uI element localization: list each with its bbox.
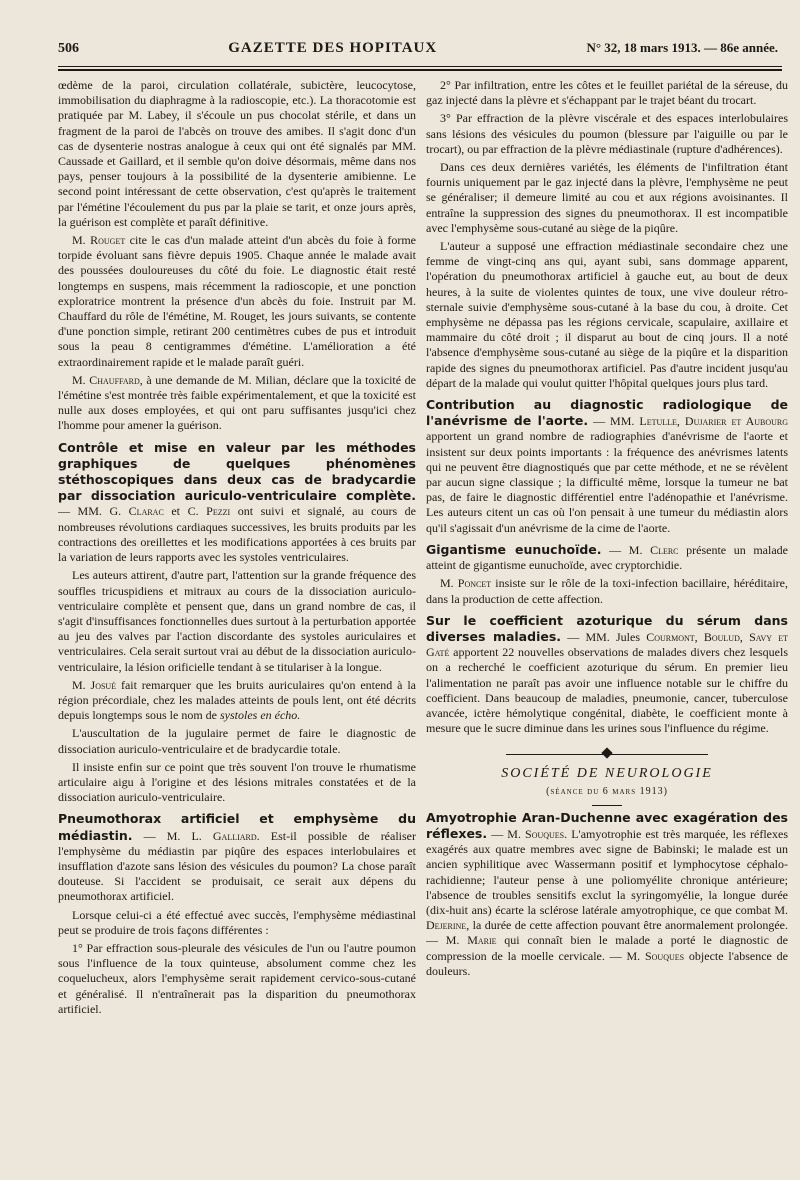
paragraph: Les auteurs attirent, d'autre part, l'attention sur la grande fréquence des souffles tricuspidiens et mitraux au cours de la dissociation auriculo-ventriculaire complète et pensent que, dans un grand nombre de cas, il s'agit d'insuffisances fonctionnelles dues surtout à la perturbation apportée au jeu des valves par l'action discordante des systoles auriculaires et ventriculaires. Cela serait surtout vrai au début de la dissociation auriculo-ventriculaire, la lésion orificielle tendant à se titulariser à la longue. (58, 568, 416, 674)
paragraph-text: qui connaît bien le malade a porté le diagnostic de compression de la moelle cervicale. — M. (426, 933, 788, 963)
header-rule (58, 66, 782, 67)
header-rule-thick (58, 69, 782, 71)
paragraph: L'auteur a supposé une effraction médiastinale secondaire chez une femme de vingt-cinq ans qui, ayant subi, sans dommage apparent, l'opération du pneumothorax artificiel à gauche eut, au bout de deux heures, à la suite de violentes quintes de toux, une vive douleur rétro-sternale suivie d'emphysème sous-cutané à la base du cou, à droite. Cet emphysème ne dépassa pas les régions cervicale, scapulaire, axillaire et mammaire du côté droit ; il disparut au bout de cinq jours. Il a noté l'absence d'emphysème sous-cutané au siège de la piqûre et la disparition rapide des signes du pneumothorax artificiel. Pas d'autre incident jusqu'au départ de la malade qui voulut quitter l'hôpital quelques jours plus tard. (426, 239, 788, 390)
author-name: Marie (467, 933, 497, 948)
paragraph: L'auscultation de la jugulaire permet de faire le diagnostic de dissociation auriculo-ventriculaire et de bradycardie totale. (58, 726, 416, 756)
author-name: M. Josué (72, 677, 117, 692)
italic-term: systoles en écho. (220, 708, 301, 723)
communication (426, 542, 788, 573)
paragraph: 3° Par effraction de la plèvre viscérale et des espaces interlobulaires sans lésions des vésicules du poumon (blessure par l'aiguille ou par le trocart), ou par effraction de la plèvre médiastinale (rupture d'adhérences). (426, 111, 788, 156)
communication (426, 810, 788, 979)
paragraph-text: , la durée de cette affection pouvant être anormalement prolongée. — M. (426, 918, 788, 948)
session-date: (séance du 6 mars 1913) (546, 785, 668, 797)
journal-title: GAZETTE DES HOPITAUX (228, 40, 438, 56)
authors-pre: — M. (487, 826, 526, 841)
author-name: Dejerine (426, 918, 467, 933)
paragraph-text: apportent 22 nouvelles observations de malades divers chez lesquels on a recherché le coefficient azoturique du sérum. En premier lieu l'alimentation ne paraît pas avoir une influence notable sur le chiffre du coefficient. Dans beaucoup de maladies, pneumonie, cancer, tuberculose avancée, ictère hémolytique congénital, diabète, le coefficient monte à mesure que le sucre diminue dans les urines sous l'influence du régime. (426, 645, 788, 736)
paragraph: Dans ces deux dernières variétés, les éléments de l'infiltration étant fournis uniquement par le gaz injecté dans la plèvre, l'emphysème ne peut se généraliser; il demeure limité au cou et aux régions avoisinantes. Il entraîne la suppression des signes du pneumothorax. Il est incompatible avec l'emphysème sous-cutané au siège de la piqûre. (426, 160, 788, 235)
page-header (58, 40, 778, 60)
paragraph-text: . Est-il possible de réaliser l'emphysème du médiastin par piqûre des espaces interlobulaires et insufflation d'azote sans lésion des vésicules du poumon? La chose paraît douteuse. Si l'accident se produisait, ce serait aux dépens du pneumothorax artificiel. (58, 828, 416, 904)
author-name: Souques (644, 948, 685, 963)
authors-pre: — MM. (588, 414, 640, 429)
right-column (426, 78, 788, 1168)
author-name: M. Rouget (72, 233, 126, 248)
authors-pre: — M. L. (132, 828, 213, 843)
author-name: Courmont, Boulud, Savy et Gaté (426, 629, 788, 660)
author-name: Clarac (128, 504, 164, 519)
communication (426, 613, 788, 737)
paragraph: Lorsque celui-ci a été effectué avec succès, l'emphysème médiastinal peut se produire de trois façons différentes : (58, 907, 416, 937)
paragraph (426, 576, 788, 606)
communication (426, 397, 788, 536)
paragraph-text: fait remarquer que les bruits auriculaires qu'on entend à la région précordiale, chez les malades atteints de pouls lent, ont été décrits depuis longtemps sous le nom de (58, 677, 416, 723)
paragraph (58, 678, 416, 724)
paragraph (58, 373, 416, 434)
issue-info: N° 32, 18 mars 1913. — 86e année. (586, 40, 778, 55)
paragraph-text: objecte l'absence de douleurs. (426, 948, 788, 978)
section-title: Sur le coefficient azoturique du sérum dans diverses maladies. (426, 612, 788, 644)
paragraph-text: cite le cas d'un malade atteint d'un abcès du foie à forme torpide évoluant sans fièvre depuis 1905. Chaque année le malade avait des poussées douloureuses du côté du foie. Le diagnostic était resté longtemps en suspens, mais récemment la radioscopie, et une ponction exploratrice montrent la présence d'un abcès du foie. Instruit par M. Chauffard du rôle de l'émétine, M. Rouget, les jours suivants, se contente d'une ponction simple, retirant 200 centimètres cubes de pus et introduit sous la peau 8 centigrammes d'émétine. L'amélioration a été extraordinairement rapide et le malade paraît guéri. (58, 233, 416, 369)
section-title: Pneumothorax artificiel et emphysème du médiastin. (58, 811, 416, 843)
authors-pre: — M. (601, 542, 651, 557)
section-title: Amyotrophie Aran-Duchenne avec exagération des réflexes. (426, 809, 788, 841)
paragraph: œdème de la paroi, circulation collatérale, subictère, leucocytose, immobilisation du diaphragme à la radioscopie, etc.). La thoracotomie est pratiquée par M. Labey, il s'écoule un pus chocolat stérile, et dans un fragment de la paroi de l'abcès on trouve des amibes. Il s'agit donc d'un cas de dysenterie nostras analogue à ceux qui ont été signalés par MM. Caussade et Gaillard, et il semble qu'on doive désormais, même dans nos pays, penser toujours à la possibilité de la dysenterie amibienne. Le second point intéressant de cette observation, c'est qu'après le traitement par l'émétine l'écoulement du pus par la plaie se tarit, et onze jours après, la guérison est complète et paraît définitive. (58, 78, 416, 229)
paragraph-text: , à une demande de M. Milian, déclare que la toxicité de l'émétine s'est montrée très faible expérimentalement, et que la toxicité est nulle aux doses employées, et qui ont paru suffisantes jusqu'ici chez l'homme pour amener la guérison. (58, 372, 416, 433)
author-name: Souques (525, 826, 565, 841)
paragraph: 1° Par effraction sous-pleurale des vésicules de l'un ou l'autre poumon sous l'influence de la toux quinteuse, absolument comme chez les coquelucheux, alors l'emphysème serait rapidement cervico-sous-cutané et généralisé. Il n'entraînerait pas la disparition du pneumothorax artificiel. (58, 940, 416, 1016)
author-name: Pezzi (206, 504, 231, 519)
short-divider (592, 805, 622, 806)
paragraph-text: insiste sur le rôle de la toxi-infection bacillaire, héréditaire, dans la production de cette affection. (426, 576, 788, 606)
communication (58, 440, 416, 566)
section-title: Contrôle et mise en valeur par les méthodes graphiques de quelques phénomènes stéthoscopiques dans deux cas de bradycardie par dissociation auriculo-ventriculaire complète. (58, 439, 416, 504)
paragraph-text: . L'amyotrophie est très marquée, les réflexes exagérés aux quatre membres avec signe de Babinski; le malade est un ancien syphilitique avec Wassermann positif et lymphocytose céphalo-rachidienne; l'auteur pense à une poliomyélite chronique antérieure; l'absence de troubles sensitifs exclut la syringomyélie, la longue durée (dix-huit ans) écarte la sclérose latérale amyotrophique, ce que combat M. (426, 826, 788, 917)
section-title: Gigantisme eunuchoïde. (426, 541, 602, 557)
paragraph (58, 233, 416, 370)
author-name: M. Chauffard (72, 372, 140, 387)
paragraph: 2° Par infiltration, entre les côtes et le feuillet pariétal de la séreuse, du gaz injecté dans la plèvre et s'échappant par le trajet béant du trocart. (426, 78, 788, 108)
authors-mid: et C. (163, 504, 207, 519)
section-title: Contribution au diagnostic radiologique de l'anévrisme de l'aorte. (426, 397, 788, 429)
paragraph-text: ont suivi et signalé, au cours de nombreuses révolutions cardiaques successives, les bruits produits par les contractions des oreillettes et les modifications apportées à ces bruits par la variation de leurs rapports avec les systoles ventriculaires. (58, 504, 416, 565)
paragraph-text: présente un malade atteint de gigantisme eunuchoïde, avec cryptorchidie. (426, 542, 788, 573)
paragraph: Il insiste enfin sur ce point que très souvent l'on trouve le rhumatisme articulaire aigu à l'origine et des lésions mitrales constatées et de la dissociation auriculo-ventriculaire. (58, 759, 416, 805)
author-name: M. Poncet (440, 576, 492, 591)
society-heading (426, 746, 788, 805)
communication (58, 811, 416, 904)
page-number: 506 (58, 41, 79, 56)
society-title: SOCIÉTÉ DE NEUROLOGIE (501, 766, 713, 782)
paragraph-text: apportent un grand nombre de radiographies d'anévrisme de l'aorte et insistent sur deux points importants : la fréquence des anévrismes latents qui ne peuvent être diagnostiqués que par cette méthode, et ne se révèlent par aucun signe classique ; la difficulté même, lorsque la tumeur ne bat pas, de faire le diagnostic différentiel entre l'adénopathie et l'anévrisme. Les auteurs citent un cas où l'on pensait à une tumeur du médiastin alors qu'il s'agissait d'un anévrisme de la cime de l'aorte. (426, 429, 788, 535)
authors-pre: — MM. Jules (561, 629, 647, 644)
author-name: Letulle, Dujarier et Aubourg (639, 414, 788, 429)
left-column (58, 78, 416, 1168)
authors-pre: — MM. G. (58, 504, 129, 519)
author-name: Clerc (650, 542, 679, 557)
ornament-divider (506, 746, 708, 762)
author-name: Galliard (212, 828, 257, 843)
